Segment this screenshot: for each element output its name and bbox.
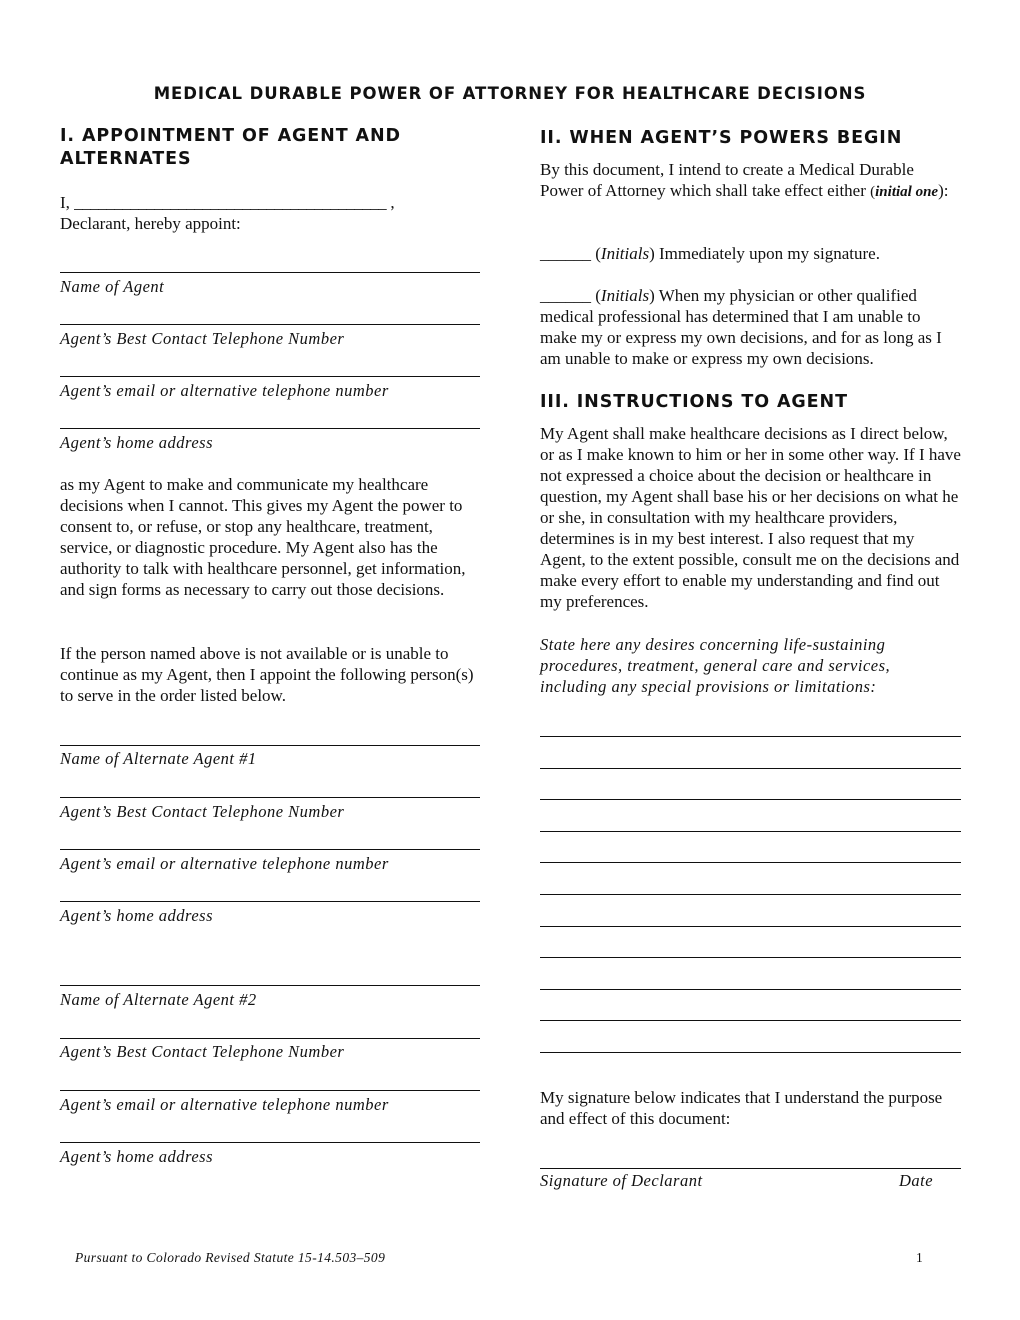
option2-text: When my physician or other qualified medical professional has determined that I am unable to make my or express my own decisions, and for as long as I am unable to make or express my own decisions. [540, 286, 942, 368]
desires-line[interactable] [540, 894, 961, 895]
date-label: Date [899, 1171, 934, 1190]
alt1-name-label: Name of Alternate Agent #1 [60, 749, 257, 768]
agent-address-field[interactable] [60, 428, 480, 429]
section3-heading: III. INSTRUCTIONS TO AGENT [540, 392, 848, 412]
agent-phone-field[interactable] [60, 324, 480, 325]
desires-line[interactable] [540, 926, 961, 927]
agent-name-field[interactable] [60, 272, 480, 273]
alt2-phone-field[interactable] [60, 1038, 480, 1039]
signature-statement: My signature below indicates that I understand the purpose and effect of this document: [540, 1088, 943, 1128]
agent-email-field[interactable] [60, 376, 480, 377]
desires-line[interactable] [540, 768, 961, 769]
alt1-name-field[interactable] [60, 745, 480, 746]
desires-line[interactable] [540, 989, 961, 990]
alt2-email-field[interactable] [60, 1090, 480, 1091]
option2-initials-blank[interactable]: ______ [540, 286, 591, 305]
document-title: MEDICAL DURABLE POWER OF ATTORNEY FOR HEALTHCARE DECISIONS [153, 84, 867, 103]
page-number: 1 [916, 1250, 923, 1265]
section1-heading: I. APPOINTMENT OF AGENT AND ALTERNATES [60, 126, 401, 169]
alt1-email-label: Agent’s email or alternative telephone number [60, 854, 389, 873]
statute-footer: Pursuant to Colorado Revised Statute 15-14.503–509 [75, 1250, 386, 1265]
intro-note-close: ): [938, 181, 949, 200]
alt2-name-label: Name of Alternate Agent #2 [60, 990, 257, 1009]
desires-line[interactable] [540, 799, 961, 800]
option1-initials-label: Initials [600, 244, 650, 263]
option1-initials-blank[interactable]: ______ [540, 244, 591, 263]
declarant-line [60, 192, 480, 213]
alt2-email-label: Agent’s email or alternative telephone number [60, 1095, 389, 1114]
alt1-phone-label: Agent’s Best Contact Telephone Number [60, 802, 345, 821]
agent-phone-label: Agent’s Best Contact Telephone Number [60, 329, 345, 348]
alt1-email-field[interactable] [60, 849, 480, 850]
alt2-address-field[interactable] [60, 1142, 480, 1143]
section2-intro-text: By this document, I intend to create a Medical Durable Power of Attorney which shall take effect either [540, 160, 914, 200]
agent-powers-paragraph: as my Agent to make and communicate my healthcare decisions when I cannot. This gives my Agent the power to consent to, or refuse, or stop any healthcare, treatment, service, or diagnostic procedure. My Agent also has the authority to talk with healthcare personnel, get information, and sign forms as necessary to carry out those decisions. [60, 475, 466, 599]
declarant-suffix: , [390, 193, 395, 212]
alt1-address-label: Agent’s home address [60, 906, 213, 925]
desires-prompt: State here any desires concerning life-sustaining procedures, treatment, general care and services, including any special provisions or limitations: [540, 635, 891, 696]
desires-line[interactable] [540, 831, 961, 832]
desires-line[interactable] [540, 1020, 961, 1021]
agent-address-label: Agent’s home address [60, 433, 213, 452]
signature-field[interactable] [540, 1168, 961, 1169]
signature-label: Signature of Declarant [540, 1171, 703, 1190]
alt1-address-field[interactable] [60, 901, 480, 902]
alt2-phone-label: Agent’s Best Contact Telephone Number [60, 1042, 345, 1061]
alt2-address-label: Agent’s home address [60, 1147, 213, 1166]
agent-name-label: Name of Agent [60, 277, 165, 296]
declarant-prefix: I, [60, 193, 70, 212]
option1-text: Immediately upon my signature. [659, 244, 880, 263]
agent-email-label: Agent’s email or alternative telephone number [60, 381, 389, 400]
option-immediate: ______ (Initials) Immediately upon my signature. [540, 244, 880, 263]
section2-intro [540, 159, 961, 203]
option-incapacity: ______ (Initials) When my physician or other qualified medical professional has determined that I am unable to make my or express my own decisions, and for as long as I am unable to make or express my own decisions. [540, 286, 942, 368]
section2-heading: II. WHEN AGENT’S POWERS BEGIN [540, 128, 903, 148]
declarant-appoint-text: Declarant, hereby appoint: [60, 214, 241, 233]
declarant-name-blank[interactable]: _______________________________________ [74, 193, 387, 212]
desires-line[interactable] [540, 736, 961, 737]
intro-note-open: ( [870, 184, 876, 200]
section3-paragraph: My Agent shall make healthcare decisions as I direct below, or as I make known to him or her in some other way. If I have not expressed a choice about the decision or healthcare in question, my Agent shall base his or her decisions on what he or she, in consultation with my healthcare providers, determines is in my best interest. I also request that my Agent, to the extent possible, consult me on the decisions and make every effort to enable my understanding and find out my preferences. [540, 424, 961, 611]
option2-initials-label: Initials [600, 286, 650, 305]
desires-line[interactable] [540, 1052, 961, 1053]
desires-line[interactable] [540, 862, 961, 863]
alternate-paragraph: If the person named above is not available or is unable to continue as my Agent, then I appoint the following person(s) to serve in the order listed below. [60, 644, 474, 705]
alt1-phone-field[interactable] [60, 797, 480, 798]
alt2-name-field[interactable] [60, 985, 480, 986]
intro-note: initial one [875, 184, 939, 200]
desires-line[interactable] [540, 957, 961, 958]
